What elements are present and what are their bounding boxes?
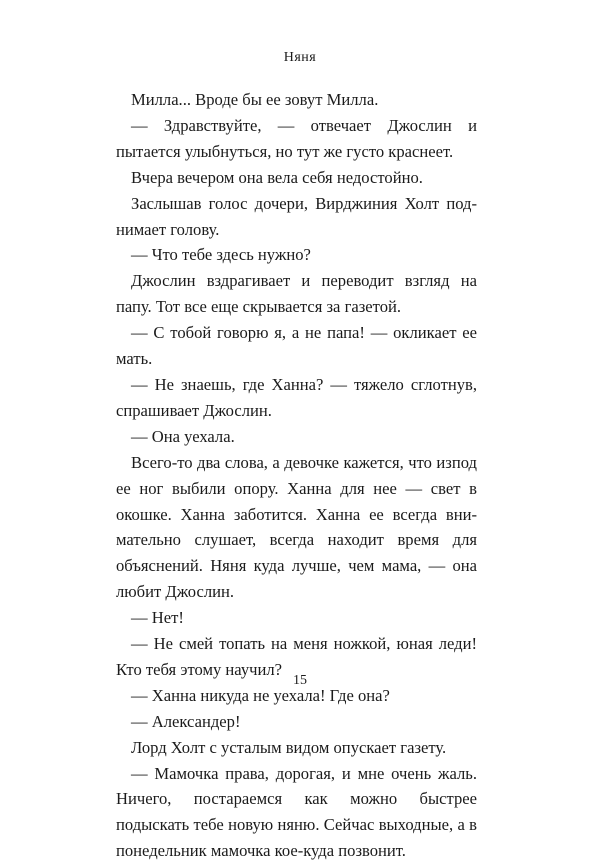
paragraph: — Александер! bbox=[131, 711, 241, 731]
paragraph: — С тобой говорю я, а не папа! — окликает ее мать. bbox=[116, 323, 477, 369]
page-number: 15 bbox=[293, 673, 307, 688]
paragraph: — Что тебе здесь нужно? bbox=[131, 245, 311, 265]
paragraph: Джослин вздрагивает и переводит взгляд на папу. Тот все еще скрывается за газетой. bbox=[116, 271, 477, 317]
body-text bbox=[116, 87, 477, 864]
paragraph: — Нет! bbox=[131, 608, 184, 628]
paragraph: — Ханна никуда не уехала! Где она? bbox=[131, 685, 390, 705]
running-title: Няня bbox=[283, 50, 317, 65]
paragraph: Милла... Вроде бы ее зовут Милла. bbox=[131, 90, 379, 109]
paragraph: — Здравствуйте, — отвечает Джослин и пытается улыбнуться, но тут же густо краснеет. bbox=[116, 115, 477, 161]
paragraph: Всего-то два слова, а девочке кажется, что изпод ее ног выбили опору. Ханна для нее — свет в окошке. Ханна заботится. Ханна ее всегда внимательно слушает, всегда находит время для объяснений. Няня куда лучше, чем мама, — она любит Джослин. bbox=[116, 452, 477, 602]
paragraph: Вчера вечером она вела себя недостойно. bbox=[131, 167, 423, 187]
paragraph: — Не смей топать на меня ножкой, юная леди! Кто тебя этому научил? bbox=[116, 634, 477, 679]
paragraph: Заслышав голос дочери, Вирджиния Холт поднимает голову. bbox=[116, 193, 477, 239]
paragraph: — Мамочка права, дорогая, и мне очень жаль. Ничего, постараемся как можно быстрее подыскать тебе новую няню. Сейчас выходные, а в понедельник мамочка кое-куда позвонит. bbox=[116, 763, 477, 861]
paragraph: — Она уехала. bbox=[131, 426, 235, 446]
paragraph: — Не знаешь, где Ханна? — тяжело сглотнув, спрашивает Джослин. bbox=[116, 374, 477, 420]
paragraph: Лорд Холт с усталым видом опускает газету. bbox=[131, 737, 447, 757]
